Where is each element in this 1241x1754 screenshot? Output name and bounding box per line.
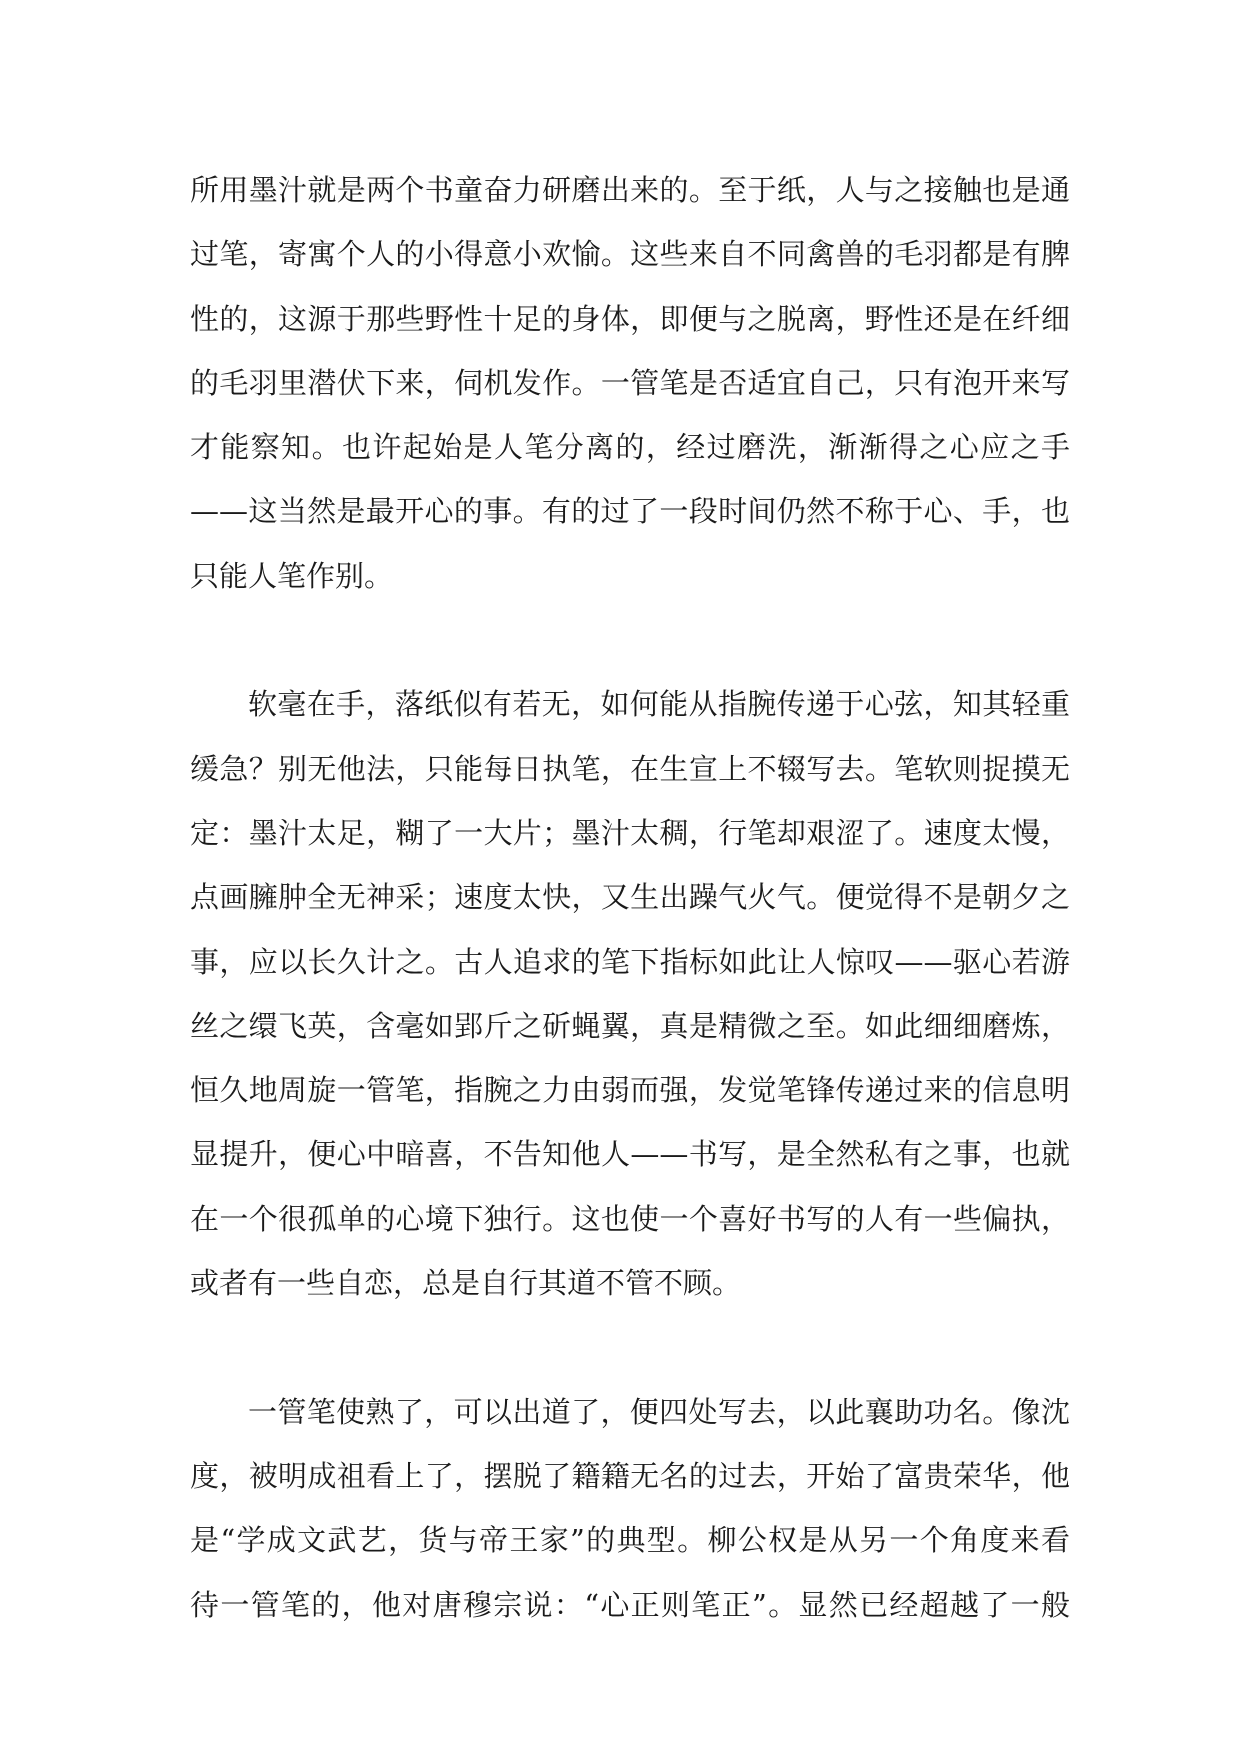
text-line: 软毫在手，落纸似有若无，如何能从指腕传递于心弦，知其轻重 xyxy=(248,687,1070,722)
text-line: 事，应以长久计之。古人追求的笔下指标如此让人惊叹——驱心若游 xyxy=(190,944,1070,979)
text-line: 才能察知。也许起始是人笔分离的，经过磨洗，渐渐得之心应之手 xyxy=(190,430,1070,465)
text-line: 丝之缳飞英，含毫如郢斤之斫蝇翼，真是精微之至。如此细细磨炼， xyxy=(190,1008,1070,1043)
text-line: 待一管笔的，他对唐穆宗说：“心正则笔正”。显然已经超越了一般 xyxy=(190,1587,1070,1622)
text-line: 性的，这源于那些野性十足的身体，即便与之脱离，野性还是在纤细 xyxy=(190,301,1070,336)
text-line: 缓急？别无他法，只能每日执笔，在生宣上不辍写去。笔软则捉摸无 xyxy=(190,751,1070,786)
text-line: 或者有一些自恋，总是自行其道不管不顾。 xyxy=(190,1266,742,1301)
text-line: 定：墨汁太足，糊了一大片；墨汁太稠，行笔却艰涩了。速度太慢， xyxy=(190,815,1070,850)
text-line: 点画臃肿全无神采；速度太快，又生出躁气火气。便觉得不是朝夕之 xyxy=(190,880,1070,915)
text-line: ——这当然是最开心的事。有的过了一段时间仍然不称于心、手，也 xyxy=(190,494,1070,529)
text-line: 是“学成文武艺，货与帝王家”的典型。柳公权是从另一个角度来看 xyxy=(190,1523,1070,1558)
text-line: 显提升，便心中暗喜，不告知他人——书写，是全然私有之事，也就 xyxy=(190,1137,1070,1172)
paragraph-gap xyxy=(190,608,1070,672)
body-text xyxy=(190,158,1070,1637)
text-line: 所用墨汁就是两个书童奋力研磨出来的。至于纸，人与之接触也是通 xyxy=(190,173,1070,207)
text-line: 恒久地周旋一管笔，指腕之力由弱而强，发觉笔锋传递过来的信息明 xyxy=(190,1073,1070,1108)
text-line: 过笔，寄寓个人的小得意小欢愉。这些来自不同禽兽的毛羽都是有脾 xyxy=(190,237,1070,272)
text-line: 的毛羽里潜伏下来，伺机发作。一管笔是否适宜自己，只有泡开来写 xyxy=(190,365,1070,400)
text-line: 度，被明成祖看上了，摆脱了籍籍无名的过去，开始了富贵荣华，他 xyxy=(190,1458,1070,1493)
text-line: 只能人笔作别。 xyxy=(190,558,394,593)
paragraph-gap xyxy=(190,1315,1070,1379)
text-line: 在一个很孤单的心境下独行。这也使一个喜好书写的人有一些偏执， xyxy=(190,1201,1070,1236)
text-line: 一管笔使熟了，可以出道了，便四处写去，以此襄助功名。像沈 xyxy=(248,1394,1070,1429)
